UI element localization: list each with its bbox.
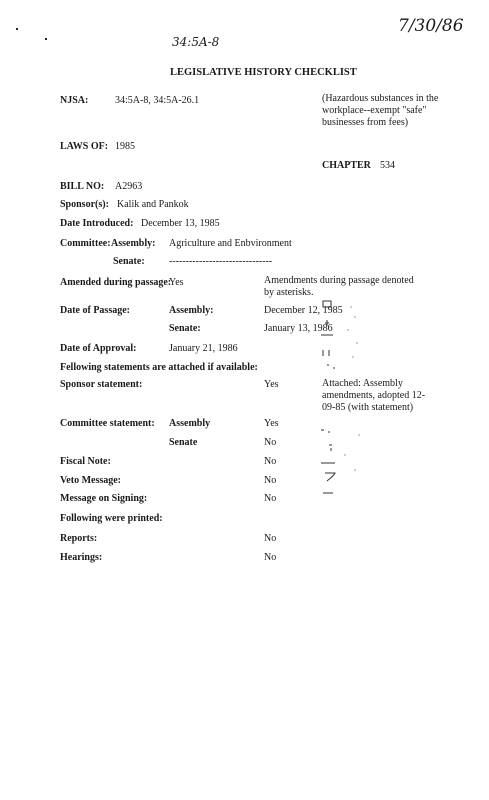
committee-statement-label: Committee statement: xyxy=(60,418,155,429)
hearings-label: Hearings: xyxy=(60,552,103,563)
njsa-label: NJSA: xyxy=(60,95,89,106)
amended-label: Amended during passage: xyxy=(60,277,172,288)
chapter-value: 534 xyxy=(380,160,395,171)
sponsors-value: Kalik and Pankok xyxy=(117,199,189,210)
fiscal-note-label: Fiscal Note: xyxy=(60,456,111,467)
veto-message-value: No xyxy=(264,475,277,486)
committee-statement-assembly-label: Assembly xyxy=(169,418,211,429)
njsa-description: (Hazardous substances in the workplace--exempt "safe" businesses from fees) xyxy=(322,93,439,128)
passage-senate-value: January 13, 1986 xyxy=(264,323,333,334)
laws-of-label: LAWS OF: xyxy=(60,141,109,152)
passage-assembly-label: Assembly: xyxy=(169,305,214,316)
scan-artifact xyxy=(315,295,365,515)
njsa-value: 34:5A-8, 34:5A-26.1 xyxy=(115,95,200,106)
committee-statement-assembly-value: Yes xyxy=(264,418,279,429)
date-introduced-label: Date Introduced: xyxy=(60,218,134,229)
following-printed-heading: Following were printed: xyxy=(60,513,163,524)
reports-value: No xyxy=(264,533,277,544)
handwritten-note: 34:5A-8 xyxy=(172,35,220,49)
veto-message-label: Veto Message: xyxy=(60,475,122,486)
chapter-label: CHAPTER xyxy=(322,160,371,171)
handwritten-date: 7/30/86 xyxy=(398,16,464,36)
scan-speck xyxy=(16,28,18,30)
date-of-approval-value: January 21, 1986 xyxy=(169,343,238,354)
date-of-approval-label: Date of Approval: xyxy=(60,343,137,354)
scan-speck xyxy=(45,38,47,40)
committee-senate-value: ------------------------------- xyxy=(169,256,273,267)
sponsors-label: Sponsor(s): xyxy=(60,199,109,210)
passage-senate-label: Senate: xyxy=(169,323,201,334)
reports-label: Reports: xyxy=(60,533,98,544)
committee-assembly-value: Agriculture and Enbvironment xyxy=(169,238,292,249)
sponsor-statement-label: Sponsor statement: xyxy=(60,379,143,390)
fiscal-note-value: No xyxy=(264,456,277,467)
amended-value: Yes xyxy=(169,277,184,288)
following-attached-heading: Fellowing statements are attached if available: xyxy=(60,362,258,373)
committee-statement-senate-label: Senate xyxy=(169,437,198,448)
hearings-value: No xyxy=(264,552,277,563)
committee-statement-senate-value: No xyxy=(264,437,277,448)
bill-no-label: BILL NO: xyxy=(60,181,105,192)
date-of-passage-label: Date of Passage: xyxy=(60,305,130,316)
message-on-signing-label: Message on Signing: xyxy=(60,493,148,504)
sponsor-statement-note: Attached: Assembly amendments, adopted 12-09-85 (with statement) xyxy=(322,378,426,413)
sponsor-statement-value: Yes xyxy=(264,379,279,390)
date-introduced-value: December 13, 1985 xyxy=(141,218,220,229)
passage-assembly-value: December 12, 1985 xyxy=(264,305,343,316)
committee-assembly-label: Assembly: xyxy=(111,238,156,249)
committee-label: Committee: xyxy=(60,238,111,249)
committee-senate-label: Senate: xyxy=(113,256,145,267)
laws-of-value: 1985 xyxy=(115,141,135,152)
amended-note: Amendments during passage denoted by asterisks. xyxy=(264,275,414,298)
message-on-signing-value: No xyxy=(264,493,277,504)
bill-no-value: A2963 xyxy=(115,181,143,192)
page-title: LEGISLATIVE HISTORY CHECKLIST xyxy=(170,67,357,78)
